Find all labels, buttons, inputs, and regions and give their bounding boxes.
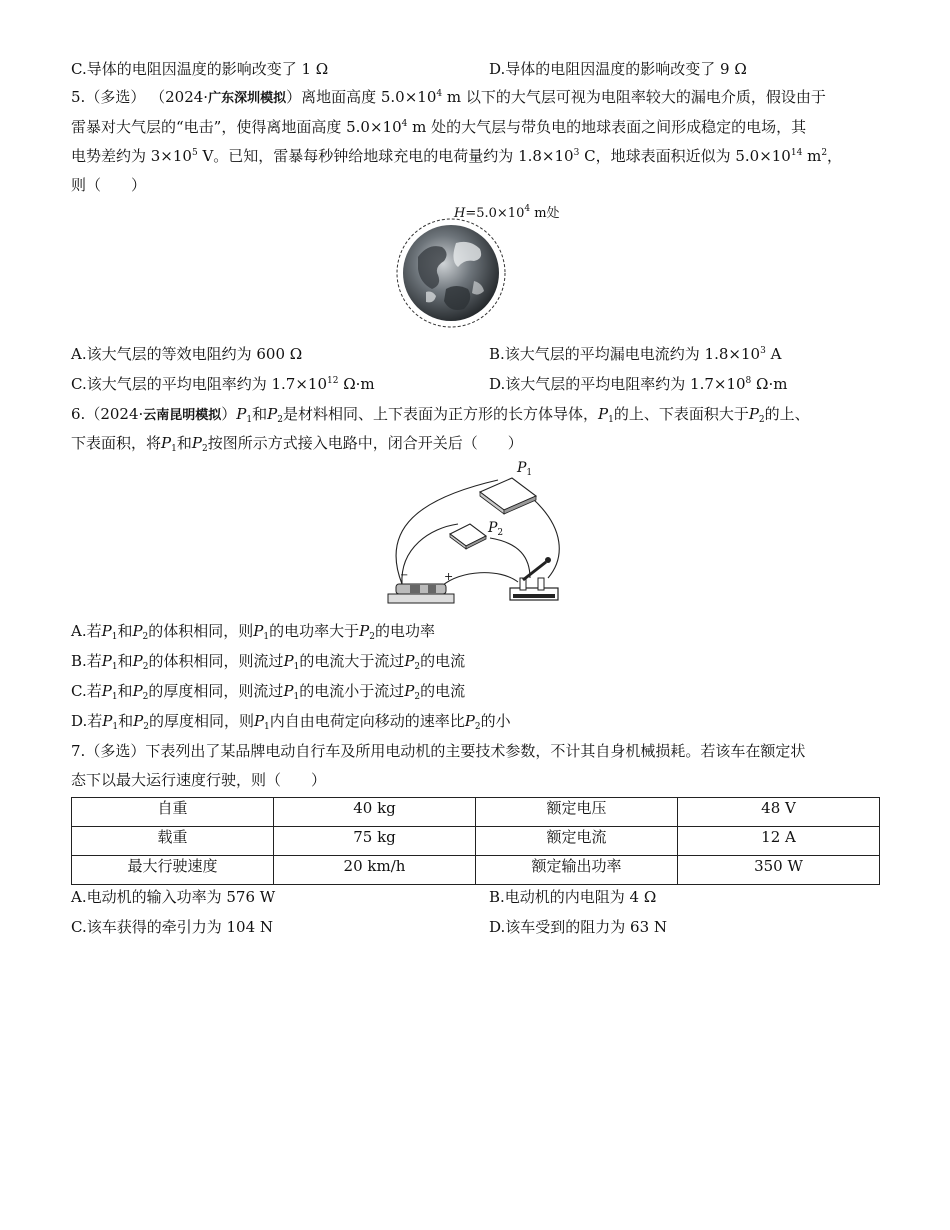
q5-sup: 5 bbox=[191, 148, 198, 158]
sub: 2 bbox=[143, 722, 149, 732]
q5-option-c[interactable] bbox=[71, 373, 375, 395]
switch-knob bbox=[545, 557, 551, 563]
opt-text: 的体积相同，则流过 bbox=[148, 652, 284, 670]
q7-parameter-table bbox=[71, 797, 880, 885]
battery-cell bbox=[396, 584, 446, 594]
p-var: P bbox=[101, 622, 112, 640]
and: 和 bbox=[118, 712, 134, 730]
p-var: P bbox=[597, 405, 609, 423]
q6-text: 的上、下表面积大于 bbox=[613, 405, 749, 423]
table-cell: 额定输出功率 bbox=[476, 856, 678, 885]
sub: 2 bbox=[414, 692, 421, 702]
opt-text: Ω·m bbox=[338, 375, 375, 393]
opt-text: 的电流 bbox=[420, 682, 466, 700]
opt-text: 的小 bbox=[480, 712, 511, 730]
p-var: P bbox=[253, 622, 264, 640]
sub: 2 bbox=[474, 722, 481, 732]
label-text: =5.0×10 bbox=[465, 206, 525, 221]
and: 和 bbox=[117, 682, 133, 700]
opt-sup: 12 bbox=[327, 376, 339, 386]
q6-source-open: （2024· bbox=[85, 405, 144, 423]
table-cell: 12 A bbox=[678, 827, 880, 856]
p-var: P bbox=[283, 682, 294, 700]
q5-text: V。已知，雷暴每秒钟给地球充电的电荷量约为 1.8×10 bbox=[197, 147, 574, 165]
p2-plate bbox=[450, 524, 486, 546]
opt-text: 的电功率 bbox=[374, 622, 435, 640]
battery-band bbox=[428, 585, 436, 593]
q6-option-d[interactable] bbox=[71, 710, 511, 732]
sub: 1 bbox=[264, 722, 270, 732]
opt-text: Ω·m bbox=[751, 375, 788, 393]
table-row bbox=[72, 856, 880, 885]
p-var: P bbox=[404, 652, 415, 670]
opt-text: A.若 bbox=[71, 622, 102, 640]
earth-drawing bbox=[396, 197, 576, 337]
p-var: P bbox=[359, 622, 370, 640]
opt-text: 的电流小于流过 bbox=[299, 682, 405, 700]
circuit-drawing bbox=[380, 458, 580, 610]
p-var: P bbox=[404, 682, 415, 700]
q5-text: m bbox=[802, 147, 822, 165]
opt-text: 内自由电荷定向移动的速率比 bbox=[269, 712, 465, 730]
q5-text: m 处的大气层与带负电的地球表面之间形成稳定的电场，其 bbox=[407, 118, 807, 136]
table-row bbox=[72, 827, 880, 856]
q7-tag: （多选） bbox=[85, 742, 146, 760]
sub: 1 bbox=[263, 632, 270, 642]
opt-text: 的电流 bbox=[420, 652, 466, 670]
opt-text: B.若 bbox=[71, 652, 102, 670]
table-cell: 额定电流 bbox=[476, 827, 678, 856]
prev-option-c: C.导体的电阻因温度的影响改变了 1 Ω bbox=[71, 60, 329, 78]
q7-line-1 bbox=[71, 740, 805, 762]
p-var: P bbox=[236, 405, 247, 423]
sub: 2 bbox=[142, 692, 149, 702]
sub: 1 bbox=[111, 662, 118, 672]
q5-option-a[interactable]: A.该大气层的等效电阻约为 600 Ω bbox=[71, 345, 303, 363]
p1-label bbox=[517, 460, 532, 476]
opt-text: A bbox=[765, 345, 782, 363]
opt-text: D.若 bbox=[71, 712, 103, 730]
sub: 1 bbox=[246, 415, 253, 425]
battery-band bbox=[410, 585, 420, 593]
q5-sup: 14 bbox=[790, 148, 803, 158]
sub: 1 bbox=[293, 662, 300, 672]
q5-option-b[interactable] bbox=[489, 343, 781, 365]
opt-text: D.该大气层的平均电阻率约为 1.7×10 bbox=[489, 375, 746, 393]
q5-text: ， bbox=[827, 147, 843, 165]
table-cell: 40 kg bbox=[274, 798, 476, 827]
sub: 2 bbox=[369, 632, 375, 642]
p-var: P bbox=[132, 682, 143, 700]
p-var: P bbox=[283, 652, 294, 670]
q5-text: m 以下的大气层可视为电阻率较大的漏电介质，假设由于 bbox=[442, 88, 826, 106]
q7-text: 下表列出了某品牌电动自行车及所用电动机的主要技术参数，不计其自身机械损耗。若该车在额定状 bbox=[145, 742, 806, 760]
p1-label-sub: 1 bbox=[526, 468, 533, 478]
switch-post bbox=[538, 578, 544, 590]
p-var: P bbox=[161, 434, 172, 452]
q6-line-1 bbox=[71, 403, 810, 427]
q7-option-b[interactable]: B.电动机的内电阻为 4 Ω bbox=[489, 888, 657, 906]
opt-text: 的厚度相同，则流过 bbox=[148, 682, 284, 700]
table-cell: 75 kg bbox=[274, 827, 476, 856]
q5-option-d[interactable] bbox=[489, 373, 787, 395]
sub: 2 bbox=[758, 415, 765, 425]
sub: 2 bbox=[414, 662, 421, 672]
q5-text: 电势差约为 3×10 bbox=[71, 147, 192, 165]
sub: 1 bbox=[608, 415, 614, 425]
q5-text: C，地球表面积近似为 5.0×10 bbox=[579, 147, 791, 165]
q5-line-1 bbox=[71, 86, 826, 110]
q6-number: 6. bbox=[71, 405, 86, 423]
opt-text: B.该大气层的平均漏电电流约为 1.8×10 bbox=[489, 345, 761, 363]
q6-text: 是材料相同、上下表面为正方形的长方体导体， bbox=[282, 405, 598, 423]
earth-figure bbox=[396, 197, 576, 337]
q5-source: 广东深圳模拟 bbox=[208, 91, 287, 106]
sub: 2 bbox=[142, 662, 149, 672]
table-cell: 350 W bbox=[678, 856, 880, 885]
q5-line-4: 则（ ） bbox=[71, 176, 147, 194]
sub: 1 bbox=[111, 692, 118, 702]
q5-source-close: ） bbox=[286, 88, 302, 106]
p1-label-p: P bbox=[517, 460, 527, 476]
circuit-figure bbox=[380, 458, 580, 610]
q5-number: 5. bbox=[71, 88, 86, 106]
opt-text: 的电流大于流过 bbox=[299, 652, 405, 670]
p-var: P bbox=[253, 712, 265, 730]
p2-label-sub: 2 bbox=[497, 528, 504, 538]
table-cell: 最大行驶速度 bbox=[72, 856, 274, 885]
q6-option-a[interactable] bbox=[71, 620, 435, 642]
table-cell: 48 V bbox=[678, 798, 880, 827]
p-var: P bbox=[132, 652, 143, 670]
sub: 1 bbox=[171, 444, 177, 454]
q5-sup: 4 bbox=[436, 89, 443, 99]
table-row bbox=[72, 798, 880, 827]
opt-text: 的厚度相同，则 bbox=[148, 712, 254, 730]
battery-minus: − bbox=[400, 570, 409, 581]
opt-sup: 8 bbox=[745, 376, 752, 386]
q6-text: 的上、 bbox=[764, 405, 810, 423]
prev-option-d: D.导体的电阻因温度的影响改变了 9 Ω bbox=[489, 60, 747, 78]
battery-base bbox=[388, 594, 454, 603]
q7-line-2: 态下以最大运行速度行驶，则（ ） bbox=[71, 771, 327, 789]
opt-text: C.该大气层的平均电阻率约为 1.7×10 bbox=[71, 375, 327, 393]
sub: 1 bbox=[112, 722, 119, 732]
and: 和 bbox=[252, 405, 268, 423]
table-cell: 20 km/h bbox=[274, 856, 476, 885]
sub: 1 bbox=[111, 632, 118, 642]
q7-option-c[interactable]: C.该车获得的牵引力为 104 N bbox=[71, 918, 274, 936]
q7-option-a[interactable]: A.电动机的输入功率为 576 W bbox=[71, 888, 276, 906]
label-h: H bbox=[454, 206, 466, 221]
p-var: P bbox=[102, 712, 113, 730]
q6-text: 按图所示方式接入电路中，闭合开关后（ ） bbox=[207, 434, 523, 452]
q6-text: 下表面积，将 bbox=[71, 434, 162, 452]
and: 和 bbox=[176, 434, 192, 452]
opt-text: 的体积相同，则 bbox=[148, 622, 254, 640]
sub: 2 bbox=[277, 415, 283, 425]
p-var: P bbox=[132, 622, 143, 640]
opt-text: 的电功率大于 bbox=[269, 622, 360, 640]
q6-option-c[interactable] bbox=[71, 680, 465, 702]
q5-line-3 bbox=[71, 145, 842, 167]
p-var: P bbox=[748, 405, 759, 423]
q6-line-2 bbox=[71, 432, 523, 454]
table-cell: 额定电压 bbox=[476, 798, 678, 827]
wire bbox=[442, 573, 518, 586]
q6-source-close: ） bbox=[221, 405, 237, 423]
battery-plus: + bbox=[444, 570, 454, 583]
p2-label-p: P bbox=[488, 520, 498, 536]
q5-sup: 2 bbox=[821, 148, 828, 158]
sub: 2 bbox=[201, 444, 208, 454]
q7-option-d[interactable]: D.该车受到的阻力为 63 N bbox=[489, 918, 668, 936]
switch-strip bbox=[513, 594, 555, 598]
q6-source: 云南昆明模拟 bbox=[143, 408, 222, 423]
sub: 2 bbox=[142, 632, 149, 642]
table-cell: 自重 bbox=[72, 798, 274, 827]
p-var: P bbox=[267, 405, 278, 423]
p-var: P bbox=[191, 434, 202, 452]
and: 和 bbox=[117, 622, 133, 640]
q5-sup: 4 bbox=[401, 119, 408, 129]
q5-line-2 bbox=[71, 116, 806, 138]
wire bbox=[490, 538, 530, 578]
sub: 1 bbox=[293, 692, 300, 702]
q5-text: 雷暴对大气层的“电击”，使得离地面高度 5.0×10 bbox=[71, 118, 402, 136]
q6-option-b[interactable] bbox=[71, 650, 465, 672]
p-var: P bbox=[464, 712, 475, 730]
p-var: P bbox=[101, 652, 112, 670]
and: 和 bbox=[117, 652, 133, 670]
p-var: P bbox=[133, 712, 144, 730]
opt-sup: 3 bbox=[760, 346, 766, 356]
q5-sup: 3 bbox=[573, 148, 580, 158]
opt-text: C.若 bbox=[71, 682, 102, 700]
p2-label bbox=[488, 520, 503, 536]
earth-continent bbox=[444, 286, 470, 310]
table-cell: 载重 bbox=[72, 827, 274, 856]
label-text: m处 bbox=[530, 206, 560, 221]
wire bbox=[532, 498, 559, 578]
q5-source-open: （2024· bbox=[150, 88, 209, 106]
q5-text: 离地面高度 5.0×10 bbox=[301, 88, 437, 106]
switch-lever bbox=[523, 562, 546, 580]
q5-tag: （多选） bbox=[85, 88, 146, 106]
label-sup: 4 bbox=[524, 204, 531, 214]
p-var: P bbox=[101, 682, 112, 700]
q7-number: 7. bbox=[71, 742, 86, 760]
